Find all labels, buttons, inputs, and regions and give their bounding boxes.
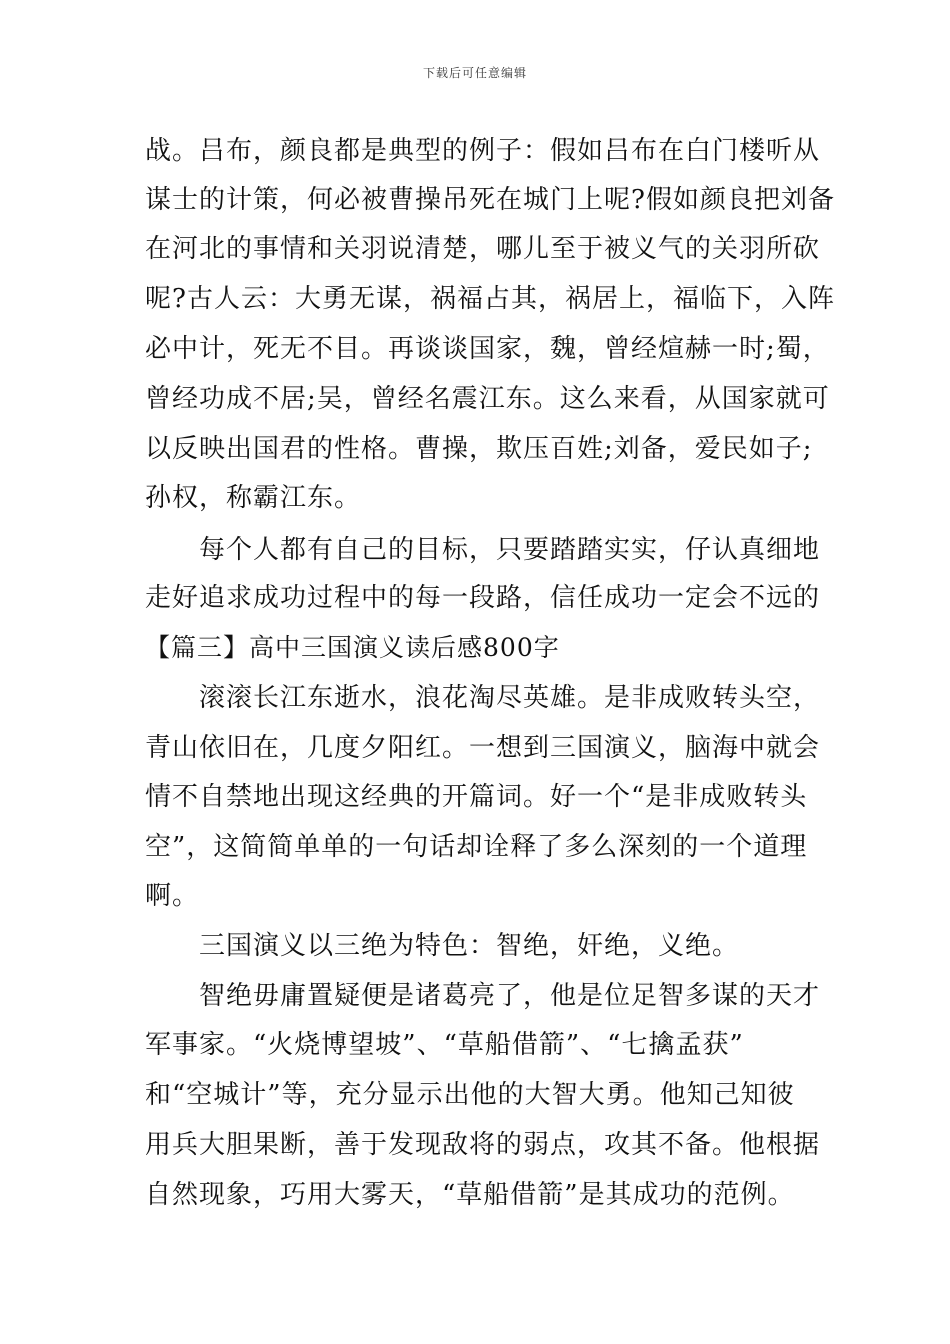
text-line: 青山依旧在，几度夕阳红。一想到三国演义，脑海中就会 [145,733,821,763]
text-line: 智绝毋庸置疑便是诸葛亮了，他是位足智多谋的天才 [145,981,821,1011]
page-header: 下载后可任意编辑 [422,66,527,80]
text-line: 孙权，称霸江东。 [145,483,362,513]
text-line: 自然现象，巧用大雾天，“草船借箭”是其成功的范例。 [145,1180,795,1210]
text-line: 呢?古人云：大勇无谋，祸福占其，祸居上，福临下，入阵 [145,284,835,314]
text-line: 战。吕布，颜良都是典型的例子：假如吕布在白门楼听从 [145,136,821,166]
text-line: 以反映出国君的性格。曹操，欺压百姓;刘备，爱民如子; [145,434,813,464]
text-line: 每个人都有自己的目标，只要踏踏实实，仔认真细地 [145,535,821,565]
text-line: 必中计，死无不目。再谈谈国家，魏，曾经煊赫一时;蜀， [145,334,830,364]
text-line: 情不自禁地出现这经典的开篇词。好一个“是非成败转头 [145,782,808,812]
text-line: 啊。 [145,881,200,911]
text-line: 在河北的事情和关羽说清楚，哪儿至于被义气的关羽所砍 [145,234,821,264]
text-line: 三国演义以三绝为特色：智绝，奸绝，义绝。 [145,931,740,961]
text-line: 滚滚长江东逝水，浪花淘尽英雄。是非成败转头空， [145,683,821,713]
text-line: 空”，这简简单单的一句话却诠释了多么深刻的一个道理 [145,832,808,862]
text-line: 曾经功成不居;吴，曾经名震江东。这么来看，从国家就可 [145,384,830,414]
text-line: 军事家。“火烧博望坡”、“草船借箭”、“七擒孟获” [145,1030,744,1060]
section-heading: 【篇三】高中三国演义读后感800字 [145,633,560,662]
text-line: 谋士的计策，何必被曹操吊死在城门上呢?假如颜良把刘备 [145,185,835,215]
text-line: 和“空城计”等，充分显示出他的大智大勇。他知己知彼 [145,1080,795,1110]
text-line: 走好追求成功过程中的每一段路，信任成功一定会不远的 [145,583,821,613]
text-line: 用兵大胆果断，善于发现敌将的弱点，攻其不备。他根据 [145,1130,821,1160]
